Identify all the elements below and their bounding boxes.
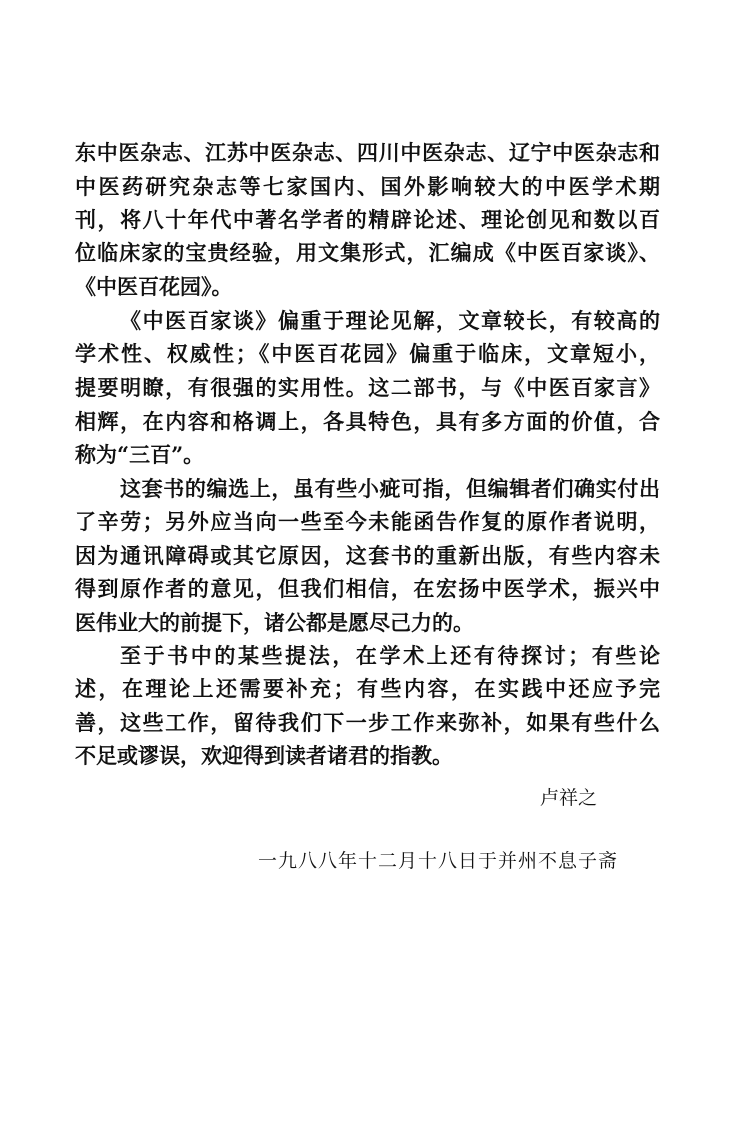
text-line: 了辛劳；另外应当向一些至今未能函告作复的原作者说明， (75, 509, 660, 534)
text-line: 中医药研究杂志等七家国内、国外影响较大的中医学术期 (75, 174, 660, 199)
text-line: 因为通讯障碍或其它原因，这套书的重新出版，有些内容未 (75, 543, 660, 568)
text-line: 得到原作者的意见，但我们相信，在宏扬中医学术，振兴中 (75, 576, 660, 601)
text-line: 不足或谬误，欢迎得到读者诸君的指教。 (75, 743, 453, 768)
dateline: 一九八八年十二月十八日于并州不息子斋 (258, 850, 619, 872)
text-line: 位临床家的宝贵经验，用文集形式，汇编成《中医百家谈》、 (75, 240, 660, 265)
text-line: 《中医百花园》。 (75, 274, 233, 299)
text-line: 述，在理论上还需要补充；有些内容，在实践中还应予完 (75, 676, 660, 701)
text-line: 称为“三百”。 (75, 442, 205, 467)
text-line: 善，这些工作，留待我们下一步工作来弥补，如果有些什么 (75, 710, 660, 735)
text-line: 至于书中的某些提法，在学术上还有待探讨；有些论 (120, 643, 660, 668)
text-line: 《中医百家谈》偏重于理论见解，文章较长，有较高的 (120, 308, 660, 333)
text-line: 东中医杂志、江苏中医杂志、四川中医杂志、辽宁中医杂志和 (75, 140, 660, 165)
text-line: 提要明瞭，有很强的实用性。这二部书，与《中医百家言》 (75, 375, 660, 400)
author-signature: 卢祥之 (540, 787, 598, 809)
text-line: 学术性、权威性；《中医百花园》偏重于临床，文章短小， (75, 341, 660, 366)
text-line: 这套书的编选上，虽有些小疵可指，但编辑者们确实付出 (120, 476, 660, 501)
text-line: 医伟业大的前提下，诸公都是愿尽己力的。 (75, 610, 474, 635)
text-line: 刊，将八十年代中著名学者的精辟论述、理论创见和数以百 (75, 207, 660, 232)
text-line: 相辉，在内容和格调上，各具特色，具有多方面的价值，合 (75, 409, 660, 434)
